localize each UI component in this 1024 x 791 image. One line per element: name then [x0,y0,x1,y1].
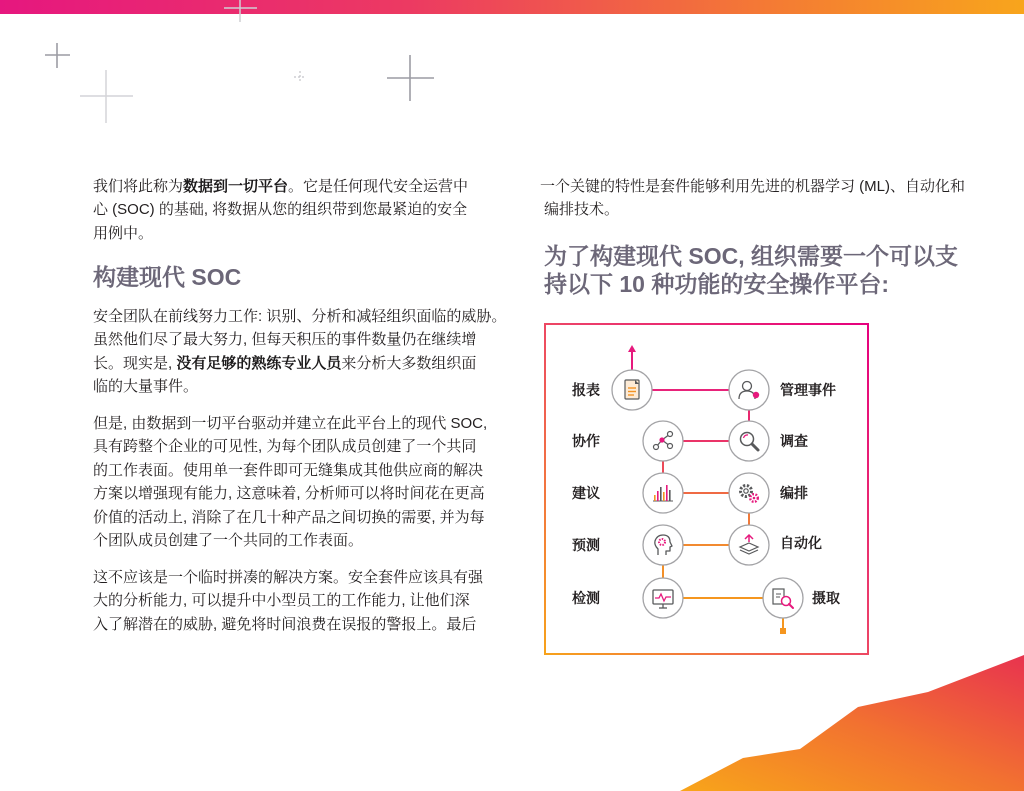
text-run: 长。现实是, [93,354,177,372]
capability-label: 摄取 [812,590,840,606]
capability-ingestion [763,578,840,618]
capability-label: 预测 [572,537,600,553]
paragraph-line: 一个关键的特性是套件能够利用先进的机器学习 (ML)、自动化和 [540,178,965,195]
plus-icon [45,43,70,68]
paragraph-line: 心 (SOC) 的基础, 将数据从您的组织带到您最紧迫的安全 [93,201,468,219]
plus-icon [224,0,257,22]
paragraph-line: 的工作表面。使用单一套件即可无缝集成其他供应商的解决 [93,461,484,479]
report-document-icon [625,380,639,399]
paragraph-line: 入了解潜在的威胁, 避免将时间浪费在误报的警报上。最后 [93,615,477,633]
capability-node [729,473,769,513]
capability-node [729,421,769,461]
paragraph-line: 个团队成员创建了一个共同的工作表面。 [93,532,364,550]
capability-label: 检测 [572,590,600,606]
capability-label: 报表 [572,382,600,398]
text-run: 。它是任何现代安全运营中 [288,178,469,195]
capabilities-diagram [544,323,869,655]
capability-automation [729,525,822,565]
paragraph-line: 安全团队在前线努力工作: 识别、分析和减轻组织面临的威胁。 [93,308,507,325]
paragraph-line: 这不应该是一个临时拼凑的解决方案。安全套件应该具有强 [93,569,484,586]
capability-report [572,370,652,410]
intro-paragraph [93,175,468,245]
corner-shape [680,655,1024,791]
capability-case-management [729,370,836,410]
corner-decoration [680,650,1024,791]
capability-recommendation [572,473,683,513]
suite-paragraph [93,566,483,636]
output-arrow-head [628,345,636,352]
paragraph-line: 临的大量事件。 [93,378,199,396]
paragraph-line: 具有跨整个企业的可见性, 为每个团队成员创建了一个共同 [93,438,477,456]
capability-orchestration [729,473,808,513]
paragraph-line: 方案以增强现有能力, 这意味着, 分析师可以将时间花在更高 [93,485,485,503]
capability-label: 建议 [572,485,600,501]
paragraph-line [93,352,506,375]
capability-collaboration [572,421,683,461]
section-heading: 构建现代 SOC [93,264,242,290]
bold-term: 数据到一切平台 [183,178,289,195]
heading-line: 持以下 10 种功能的安全操作平台: [544,271,890,297]
capability-label: 调查 [780,433,808,449]
key-feature-paragraph [540,175,965,222]
paragraph-line: 但是, 由数据到一切平台驱动并建立在此平台上的现代 SOC, [93,415,488,432]
decorative-plus-icons [0,0,460,130]
paragraph-line: 编排技术。 [544,201,620,219]
security-team-paragraph [93,305,506,399]
paragraph-line: 大的分析能力, 可以提升中小型员工的工作能力, 让他们深 [93,592,470,610]
plus-icon [387,55,434,101]
capabilities-heading [544,242,958,298]
text-run: 我们将此称为 [93,178,184,195]
capability-label: 自动化 [780,535,822,551]
paragraph-line: 用例中。 [93,224,154,242]
capability-detection [572,578,683,618]
capability-prediction [572,525,683,565]
plus-icon [80,70,133,123]
bold-term: 没有足够的熟练专业人员 [176,354,342,372]
paragraph-line: 虽然他们尽了最大努力, 但每天积压的事件数量仍在继续增 [93,331,477,349]
paragraph-line: 价值的活动上, 消除了在几十种产品之间切换的需要, 并为每 [93,508,485,526]
paragraph-line [93,175,468,198]
plus-icon [294,71,306,83]
capability-label: 协作 [572,433,600,449]
input-source-marker [780,628,786,634]
heading-line: 为了构建现代 SOC, 组织需要一个可以支 [544,243,959,269]
capability-investigation [729,421,808,461]
capability-label: 管理事件 [780,382,836,398]
platform-paragraph [93,412,487,552]
capability-label: 编排 [780,485,808,501]
text-run: 来分析大多数组织面 [341,354,477,372]
